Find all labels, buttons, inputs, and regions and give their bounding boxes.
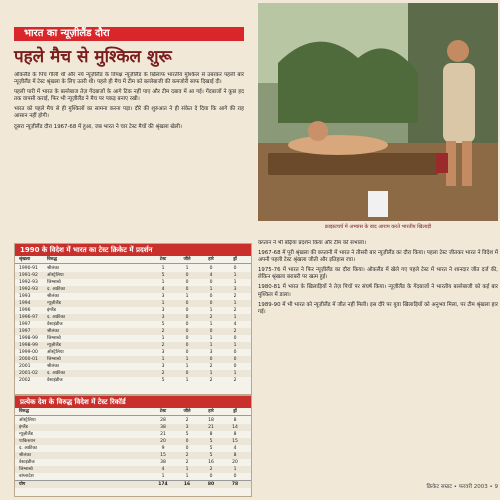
table-cell: श्रीलंका [47, 266, 60, 271]
table-cell: 0 [233, 336, 237, 341]
table-cell: जिम्बाब्वे [47, 336, 61, 341]
table-cell: 15 [160, 453, 166, 458]
table-row [15, 466, 251, 473]
table-cell: 0 [185, 371, 189, 376]
table-cell: 18 [208, 418, 214, 423]
table-cell: 1 [161, 280, 165, 285]
table-title: प्रत्येक देश के विरुद्ध विदेश में टेस्ट रिकॉर्ड [15, 396, 251, 408]
table-header [15, 256, 251, 264]
table-cell: 1 [233, 280, 237, 285]
table-cell: 15 [232, 439, 238, 444]
table-cell: 38 [160, 425, 166, 430]
table-cell: 8 [209, 432, 213, 437]
table-cell: 2 [161, 329, 165, 334]
table-cell: श्रीलंका [47, 364, 60, 369]
table-row [15, 377, 251, 384]
table-cell: 1 [209, 336, 213, 341]
table-cell: 16 [208, 460, 214, 465]
table-cell: 1 [161, 301, 165, 306]
photo-caption: क्राइस्टचर्च में अभ्यास के बाद आराम करते भारतीय खिलाड़ी [324, 224, 432, 230]
table-row [15, 445, 251, 452]
article-right-column [258, 240, 498, 478]
table-title: 1990 के विदेश में भारत का टेस्ट क्रिकेट में प्रदर्शन [15, 244, 251, 256]
table-cell: श्रीलंका [47, 329, 60, 334]
column-header: हारे [208, 257, 214, 262]
players-photo-illustration [258, 3, 498, 221]
table-cell: 0 [185, 336, 189, 341]
table-row [15, 349, 251, 356]
table-cell: जिम्बाब्वे [47, 357, 61, 362]
table-cell: 0 [233, 474, 237, 479]
table-cell: 2 [233, 329, 237, 334]
table-cell: 2001-02 [19, 371, 38, 376]
article-paragraph: ऑकलैंड के पिच गीली थी और नये न्यूज़ीलैंड के विपक्ष न्यूज़ीलैंड के खिलाफ भारतीय मुश्किल से उबरकर पहली बार न्यूज़ीलैंड में टेस्ट श्रृंखला के लिए उतरी थी। पहले ही मैच में टीम को बल्लेबाजी की कमजोरी साफ दिखाई दी। [14, 72, 244, 86]
record-by-country-table [14, 395, 252, 497]
table-cell: 8 [233, 453, 237, 458]
table-cell: 0 [185, 315, 189, 320]
table-cell: 4 [209, 273, 213, 278]
table-row [15, 417, 251, 424]
table-row [15, 335, 251, 342]
table-cell: 1 [185, 357, 189, 362]
table-row [15, 321, 251, 328]
table-cell: 1 [185, 364, 189, 369]
table-cell: 0 [185, 273, 189, 278]
table-row [15, 356, 251, 363]
table-cell: श्रीलंका [47, 294, 60, 299]
table-cell: 2 [185, 418, 189, 423]
table-cell: 0 [233, 350, 237, 355]
table-cell: 1 [209, 343, 213, 348]
table-cell: 1991-92 [19, 273, 38, 278]
table-cell: वेस्टइंडीज [47, 378, 63, 383]
table-cell: वेस्टइंडीज [19, 460, 35, 465]
table-cell: 0 [185, 329, 189, 334]
article-paragraph: दूसरा न्यूज़ीलैंड दौरा 1967-68 में हुआ, जब भारत ने चार टेस्ट मैचों की श्रृंखला खेली। [14, 123, 182, 130]
table-row [15, 431, 251, 438]
column-header: टेस्ट [159, 257, 167, 262]
article-paragraph: पहली पारी में भारत के बल्लेबाज तेज़ गेंदबाजों के आगे टिक नहीं पाए और टीम दबाव में आ गई। गेंदबाजों ने कुछ हद तक वापसी कराई, फिर भी न्यूज़ीलैंड ने मैच पर पकड़ बनाए रखी। [14, 89, 244, 103]
table-cell: 4 [233, 322, 237, 327]
table-cell: 8 [233, 418, 237, 423]
table-cell: 1994 [19, 301, 31, 306]
table-cell: 3 [209, 350, 213, 355]
players-photo [258, 3, 498, 221]
table-row [15, 370, 251, 377]
table-cell: 1 [209, 371, 213, 376]
table-cell: 1996-97 [19, 315, 38, 320]
table-cell: 2 [209, 467, 213, 472]
table-cell: 2 [185, 453, 189, 458]
table-total-row [15, 480, 251, 488]
table-cell: 1993 [19, 294, 31, 299]
article-paragraph: 1967-68 में पूरी श्रृंखला की कप्तानी में भारत ने तीसरी बार न्यूज़ीलैंड का दौरा किया। पहला टेस्ट जीतकर भारत ने विदेश में अपनी पहली टेस्ट श्रृंखला जीती और इतिहास रचा। [258, 250, 498, 264]
table-cell: इंग्लैंड [19, 425, 28, 430]
table-cell: 2001 [19, 364, 31, 369]
table-cell: न्यूज़ीलैंड [47, 343, 61, 348]
table-cell: 2 [185, 460, 189, 465]
article-paragraph: कप्तान ने भी बढ़िया प्रदर्शन किया और टीम को संभाला। [258, 240, 367, 246]
table-row [15, 473, 251, 480]
article-paragraph: 1989-90 में भी भारत को न्यूज़ीलैंड में जीत नहीं मिली। इस दौरे पर युवा खिलाड़ियों को अनुभव मिला, पर टीम श्रृंखला हार गई। [258, 301, 498, 315]
table-cell: 28 [160, 418, 166, 423]
table-cell: 1997 [19, 329, 31, 334]
table-cell: 0 [185, 308, 189, 313]
table-cell: 0 [209, 474, 213, 479]
table-cell: वेस्टइंडीज [47, 322, 63, 327]
table-cell: 1 [233, 315, 237, 320]
table-cell: द. अफ्रीका [47, 371, 65, 376]
column-header: ड्रॉ [233, 257, 237, 262]
article-paragraph: 1975-76 में भारत ने फिर न्यूज़ीलैंड का दौरा किया। ऑकलैंड में खेले गए पहले टेस्ट में भारत ने शानदार जीत दर्ज की, लेकिन श्रृंखला बराबरी पर खत्म हुई। [258, 267, 498, 281]
india-abroad-1990s-table [14, 243, 252, 395]
table-cell: 3 [185, 425, 189, 430]
table-cell: 5 [161, 273, 165, 278]
table-cell: ऑस्ट्रेलिया [19, 418, 36, 423]
table-cell: 0 [233, 357, 237, 362]
table-cell: 0 [185, 343, 189, 348]
column-header: जीते [183, 257, 191, 262]
table-cell: 3 [161, 364, 165, 369]
table-body [15, 417, 251, 480]
table-cell: 1996 [19, 308, 31, 313]
total-cell: 78 [231, 482, 239, 487]
table-cell: 0 [233, 364, 237, 369]
table-cell: इंग्लैंड [47, 308, 56, 313]
table-cell: 1 [185, 378, 189, 383]
table-cell: 2 [233, 308, 237, 313]
table-cell: 1 [161, 336, 165, 341]
table-cell: 3 [233, 287, 237, 292]
table-cell: 0 [209, 329, 213, 334]
column-header: विरुद्ध [47, 257, 57, 262]
table-cell: 0 [233, 266, 237, 271]
table-cell: 1997 [19, 322, 31, 327]
table-cell: 1 [161, 266, 165, 271]
table-cell: 1 [209, 322, 213, 327]
table-cell: 1992-93 [19, 280, 38, 285]
table-cell: 1999-00 [19, 350, 38, 355]
table-cell: 4 [161, 287, 165, 292]
table-cell: 8 [233, 432, 237, 437]
table-cell: 0 [185, 301, 189, 306]
table-row [15, 293, 251, 300]
table-cell: 3 [161, 294, 165, 299]
table-cell: श्रीलंका [19, 453, 32, 458]
table-cell: 0 [185, 287, 189, 292]
article-left-column [14, 72, 244, 240]
table-cell: 1998-99 [19, 343, 38, 348]
table-cell: 1990-91 [19, 266, 38, 271]
article-paragraph: 1980-81 में भारत के खिलाड़ियों ने तेज़ पिचों पर संघर्ष किया। न्यूज़ीलैंड के गेंदबाजों ने भारतीय बल्लेबाजी को कई बार मुश्किल में डाला। [258, 284, 498, 298]
table-cell: 21 [160, 432, 166, 437]
table-cell: 1 [233, 371, 237, 376]
table-cell: 5 [209, 439, 213, 444]
table-cell: न्यूज़ीलैंड [19, 432, 33, 437]
table-cell: 0 [209, 266, 213, 271]
table-cell: 2 [233, 378, 237, 383]
table-cell: 1 [185, 266, 189, 271]
table-cell: 0 [185, 446, 189, 451]
table-cell: 1 [185, 474, 189, 479]
table-header [15, 408, 251, 416]
table-row [15, 279, 251, 286]
table-cell: 4 [233, 446, 237, 451]
section-tag: भारत का न्यूज़ीलैंड दौरा [14, 27, 244, 41]
table-cell: ऑस्ट्रेलिया [47, 273, 64, 278]
table-cell: न्यूज़ीलैंड [47, 301, 61, 306]
table-cell: 1 [185, 467, 189, 472]
column-header: हारे [208, 409, 214, 414]
column-header: विरुद्ध [19, 409, 29, 414]
column-header: ड्रॉ [233, 409, 237, 414]
table-cell: 2 [209, 315, 213, 320]
table-cell: जिम्बाब्वे [47, 280, 61, 285]
table-cell: 5 [209, 453, 213, 458]
table-cell: 1 [233, 273, 237, 278]
table-row [15, 265, 251, 272]
table-cell: 1 [185, 294, 189, 299]
table-cell: 5 [161, 378, 165, 383]
table-cell: 20 [232, 460, 238, 465]
total-label: योग [19, 482, 26, 487]
table-cell: 1 [161, 474, 165, 479]
table-cell: 0 [185, 439, 189, 444]
table-cell: 2 [161, 371, 165, 376]
table-cell: 2 [209, 364, 213, 369]
table-cell: 0 [185, 322, 189, 327]
table-cell: बांग्लादेश [19, 474, 34, 479]
column-header: जीते [183, 409, 191, 414]
table-cell: द. अफ्रीका [19, 446, 37, 451]
table-cell: 0 [209, 301, 213, 306]
table-cell: 5 [161, 322, 165, 327]
table-cell: 2 [233, 294, 237, 299]
table-cell: 0 [209, 280, 213, 285]
table-cell: द. अफ्रीका [47, 315, 65, 320]
table-body [15, 265, 251, 384]
column-header: टेस्ट [159, 409, 167, 414]
table-cell: 2 [161, 343, 165, 348]
table-cell: द. अफ्रीका [47, 287, 65, 292]
table-cell: 4 [161, 467, 165, 472]
table-row [15, 286, 251, 293]
table-row [15, 342, 251, 349]
table-cell: 3 [161, 315, 165, 320]
table-cell: 9 [161, 446, 165, 451]
column-header: श्रृंखला [19, 257, 31, 262]
table-row [15, 307, 251, 314]
table-row [15, 424, 251, 431]
table-cell: 1 [161, 357, 165, 362]
total-cell: 80 [207, 482, 215, 487]
table-cell: जिम्बाब्वे [19, 467, 33, 472]
table-row [15, 314, 251, 321]
headline: पहले मैच से मुश्किल शुरू [14, 47, 172, 67]
table-cell: 0 [209, 357, 213, 362]
table-cell: 2 [209, 378, 213, 383]
table-cell: ऑस्ट्रेलिया [47, 350, 64, 355]
total-cell: 16 [183, 482, 191, 487]
table-row [15, 328, 251, 335]
table-row [15, 459, 251, 466]
table-cell: 0 [185, 350, 189, 355]
table-cell: 0 [209, 294, 213, 299]
table-row [15, 438, 251, 445]
table-cell: 5 [185, 432, 189, 437]
table-cell: 1 [233, 467, 237, 472]
table-cell: 1 [209, 308, 213, 313]
table-cell: 21 [208, 425, 214, 430]
table-cell: 2000-01 [19, 357, 38, 362]
table-cell: 1 [233, 343, 237, 348]
table-cell: 3 [161, 308, 165, 313]
article-paragraph: भारत को पहले मैच से ही मुश्किलों का सामना करना पड़ा। दौरे की शुरुआत ने ही संकेत दे दिया कि आगे की राह आसान नहीं होगी। [14, 106, 244, 120]
table-cell: 0 [185, 280, 189, 285]
table-cell: 5 [209, 446, 213, 451]
table-cell: 3 [161, 350, 165, 355]
page-footer: क्रिकेट सम्राट • फरवरी 2003 • 9 [426, 484, 498, 490]
table-cell: पाकिस्तान [19, 439, 36, 444]
table-cell: 1 [209, 287, 213, 292]
total-cell: 174 [158, 482, 168, 487]
table-cell: 20 [160, 439, 166, 444]
table-row [15, 300, 251, 307]
table-row [15, 272, 251, 279]
table-cell: 38 [160, 460, 166, 465]
table-cell: 1 [233, 301, 237, 306]
table-cell: 2002 [19, 378, 31, 383]
table-row [15, 452, 251, 459]
table-cell: 14 [232, 425, 238, 430]
table-cell: 1998-99 [19, 336, 38, 341]
table-cell: 1992-93 [19, 287, 38, 292]
table-row [15, 363, 251, 370]
